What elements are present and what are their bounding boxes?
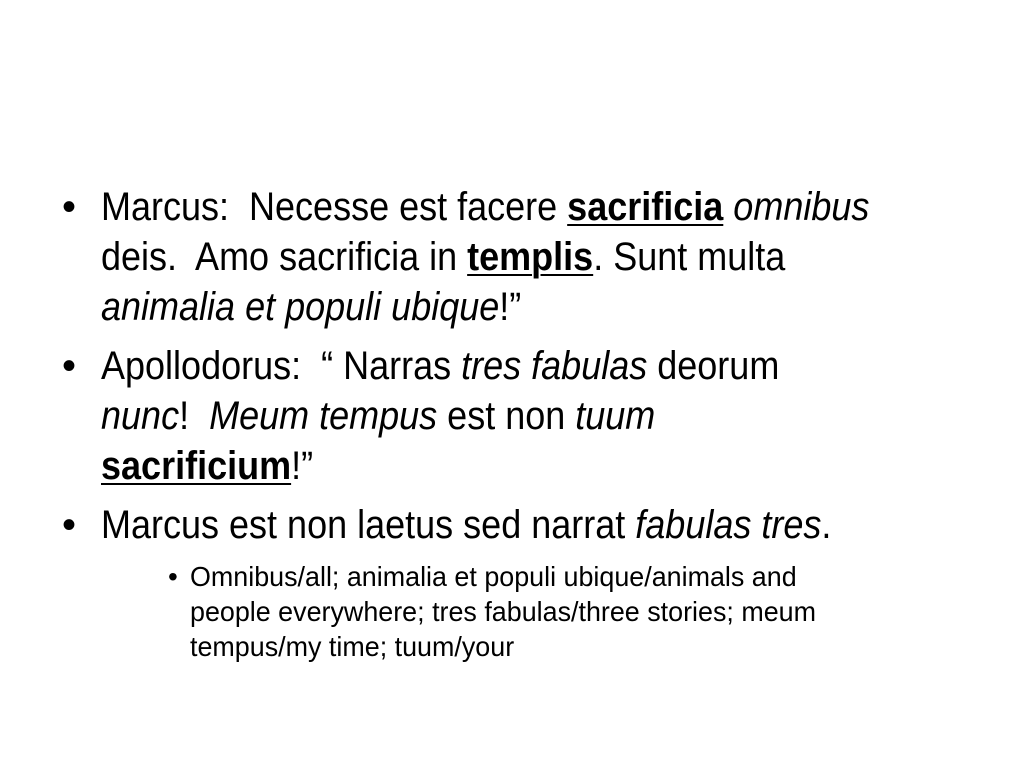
vocab-word-italic: tres fabulas (461, 344, 648, 388)
bullet-point-icon: • (62, 185, 77, 229)
vocab-word-italic: tuum (575, 394, 656, 438)
vocab-word-bold: sacrificium (101, 444, 292, 488)
glossary-sub-bullet (0, 559, 1024, 664)
glossary-line (0, 559, 1024, 594)
glossary-line (0, 629, 1024, 664)
glossary-text: tempus/my time; tuum/your (190, 631, 515, 662)
glossary-line (0, 594, 1024, 629)
vocab-word-italic: animalia et populi ubique (101, 285, 500, 329)
text-run: !” (499, 285, 522, 329)
vocab-word-italic: omnibus (733, 185, 870, 229)
text-run: est non (437, 394, 576, 438)
text-run: ! (179, 394, 210, 438)
bullet-line (0, 441, 1024, 491)
text-run: Marcus est non laetus sed narrat (101, 503, 636, 547)
bullet-item-3 (0, 500, 1024, 550)
glossary-text: Omnibus/all; animalia et populi ubique/animals and (190, 561, 797, 592)
bullet-item-1 (0, 182, 1024, 332)
bullet-line (0, 500, 1024, 550)
text-run: . Sunt multa (593, 235, 786, 279)
text-run: deorum (647, 344, 780, 388)
bullet-line (0, 182, 1024, 232)
vocab-word-bold: sacrificia (567, 185, 724, 229)
vocab-word-italic: fabulas tres (635, 503, 822, 547)
bullet-line (0, 282, 1024, 332)
sub-bullet-point-icon: • (168, 561, 178, 592)
bullet-point-icon: • (62, 503, 77, 547)
bullet-line (0, 341, 1024, 391)
vocab-word-bold: templis (467, 235, 594, 279)
glossary-text: people everywhere; tres fabulas/three stories; meum (190, 596, 817, 627)
text-run: deis. Amo sacrificia in (101, 235, 468, 279)
text-run: Apollodorus: “ Narras (101, 344, 462, 388)
bullet-line (0, 391, 1024, 441)
text-run: . (821, 503, 832, 547)
vocab-word-italic: Meum tempus (209, 394, 438, 438)
vocab-word-italic: nunc (101, 394, 180, 438)
bullet-item-2 (0, 341, 1024, 491)
text-run: Marcus: Necesse est facere (101, 185, 568, 229)
slide-body (0, 182, 1024, 664)
text-run: !” (291, 444, 314, 488)
bullet-point-icon: • (62, 344, 77, 388)
text-run (723, 185, 733, 229)
bullet-line (0, 232, 1024, 282)
